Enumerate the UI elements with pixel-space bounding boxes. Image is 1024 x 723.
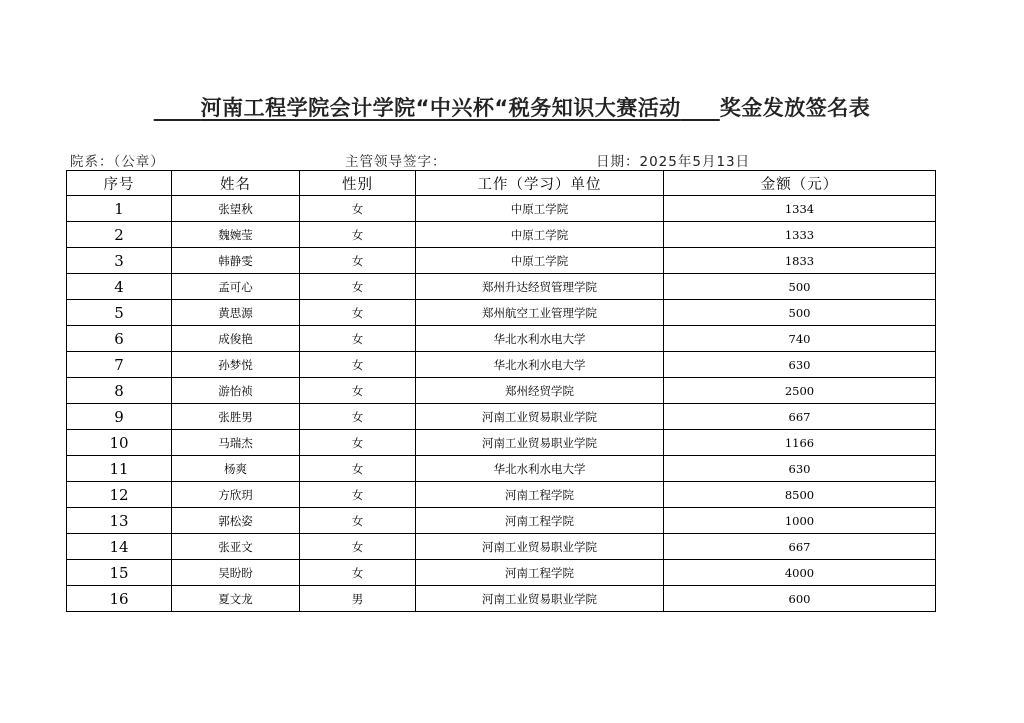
cell-name: 游怡祯	[172, 378, 300, 404]
cell-gender: 女	[300, 534, 416, 560]
cell-unit: 郑州航空工业管理学院	[416, 300, 664, 326]
date-label: 日期：2025年5月13日	[596, 154, 751, 170]
cell-name: 吴盼盼	[172, 560, 300, 586]
cell-gender: 女	[300, 560, 416, 586]
table-row	[67, 222, 936, 248]
cell-amount: 630	[664, 352, 936, 378]
cell-seq: 2	[67, 222, 172, 248]
cell-amount: 740	[664, 326, 936, 352]
cell-seq: 5	[67, 300, 172, 326]
cell-name: 魏婉莹	[172, 222, 300, 248]
cell-gender: 女	[300, 300, 416, 326]
cell-unit: 河南工业贸易职业学院	[416, 586, 664, 612]
header-seq: 序号	[67, 171, 172, 196]
table-row	[67, 508, 936, 534]
cell-gender: 女	[300, 508, 416, 534]
cell-amount: 667	[664, 404, 936, 430]
cell-unit: 中原工学院	[416, 222, 664, 248]
cell-unit: 河南工业贸易职业学院	[416, 404, 664, 430]
table-row	[67, 196, 936, 222]
cell-seq: 16	[67, 586, 172, 612]
cell-seq: 8	[67, 378, 172, 404]
table-row	[67, 274, 936, 300]
table-row	[67, 248, 936, 274]
cell-name: 张胜男	[172, 404, 300, 430]
cell-seq: 14	[67, 534, 172, 560]
cell-name: 马瑞杰	[172, 430, 300, 456]
cell-unit: 河南工业贸易职业学院	[416, 430, 664, 456]
cell-seq: 12	[67, 482, 172, 508]
cell-seq: 6	[67, 326, 172, 352]
table-row	[67, 586, 936, 612]
cell-gender: 女	[300, 352, 416, 378]
cell-seq: 9	[67, 404, 172, 430]
cell-gender: 女	[300, 326, 416, 352]
cell-name: 夏文龙	[172, 586, 300, 612]
cell-seq: 10	[67, 430, 172, 456]
cell-unit: 华北水利水电大学	[416, 326, 664, 352]
header-gender: 性别	[300, 171, 416, 196]
table-row	[67, 352, 936, 378]
table-row	[67, 534, 936, 560]
cell-name: 黄思源	[172, 300, 300, 326]
cell-name: 孟可心	[172, 274, 300, 300]
cell-amount: 667	[664, 534, 936, 560]
cell-seq: 13	[67, 508, 172, 534]
cell-gender: 女	[300, 248, 416, 274]
table-row	[67, 300, 936, 326]
cell-unit: 河南工程学院	[416, 482, 664, 508]
cell-gender: 男	[300, 586, 416, 612]
cell-seq: 3	[67, 248, 172, 274]
cell-unit: 郑州经贸学院	[416, 378, 664, 404]
cell-amount: 1333	[664, 222, 936, 248]
cell-seq: 7	[67, 352, 172, 378]
cell-seq: 1	[67, 196, 172, 222]
cell-unit: 中原工学院	[416, 248, 664, 274]
cell-amount: 1334	[664, 196, 936, 222]
cell-seq: 11	[67, 456, 172, 482]
cell-name: 张亚文	[172, 534, 300, 560]
table-header-row	[67, 171, 936, 196]
cell-seq: 4	[67, 274, 172, 300]
cell-name: 杨爽	[172, 456, 300, 482]
cell-name: 郭松姿	[172, 508, 300, 534]
bonus-signature-table	[66, 170, 936, 612]
cell-gender: 女	[300, 378, 416, 404]
cell-gender: 女	[300, 430, 416, 456]
table-row	[67, 482, 936, 508]
header-amount: 金额（元）	[664, 171, 936, 196]
cell-seq: 15	[67, 560, 172, 586]
cell-name: 成俊艳	[172, 326, 300, 352]
table-row	[67, 430, 936, 456]
table-row	[67, 326, 936, 352]
table-row	[67, 560, 936, 586]
title-main: 河南工程学院会计学院“中兴杯“税务知识大赛活动	[200, 96, 681, 120]
cell-amount: 600	[664, 586, 936, 612]
title-tail: 奖金发放签名表	[719, 96, 871, 120]
cell-name: 方欣玥	[172, 482, 300, 508]
cell-amount: 630	[664, 456, 936, 482]
cell-amount: 2500	[664, 378, 936, 404]
cell-amount: 1000	[664, 508, 936, 534]
cell-gender: 女	[300, 482, 416, 508]
cell-amount: 500	[664, 300, 936, 326]
cell-unit: 中原工学院	[416, 196, 664, 222]
cell-unit: 河南工程学院	[416, 508, 664, 534]
cell-gender: 女	[300, 274, 416, 300]
cell-amount: 1833	[664, 248, 936, 274]
header-unit: 工作（学习）单位	[416, 171, 664, 196]
cell-amount: 1166	[664, 430, 936, 456]
cell-unit: 河南工业贸易职业学院	[416, 534, 664, 560]
cell-unit: 华北水利水电大学	[416, 352, 664, 378]
table-row	[67, 404, 936, 430]
cell-unit: 河南工程学院	[416, 560, 664, 586]
cell-unit: 郑州升达经贸管理学院	[416, 274, 664, 300]
cell-gender: 女	[300, 404, 416, 430]
page-title	[0, 92, 1024, 122]
cell-name: 张望秋	[172, 196, 300, 222]
cell-amount: 8500	[664, 482, 936, 508]
cell-name: 韩静雯	[172, 248, 300, 274]
table-row	[67, 456, 936, 482]
cell-unit: 华北水利水电大学	[416, 456, 664, 482]
dept-stamp-label: 院系：（公章）	[70, 154, 165, 170]
cell-amount: 4000	[664, 560, 936, 586]
table-row	[67, 378, 936, 404]
cell-amount: 500	[664, 274, 936, 300]
supervisor-signature-label: 主管领导签字：	[345, 154, 447, 170]
cell-gender: 女	[300, 456, 416, 482]
header-name: 姓名	[172, 171, 300, 196]
cell-gender: 女	[300, 196, 416, 222]
cell-gender: 女	[300, 222, 416, 248]
cell-name: 孙梦悦	[172, 352, 300, 378]
